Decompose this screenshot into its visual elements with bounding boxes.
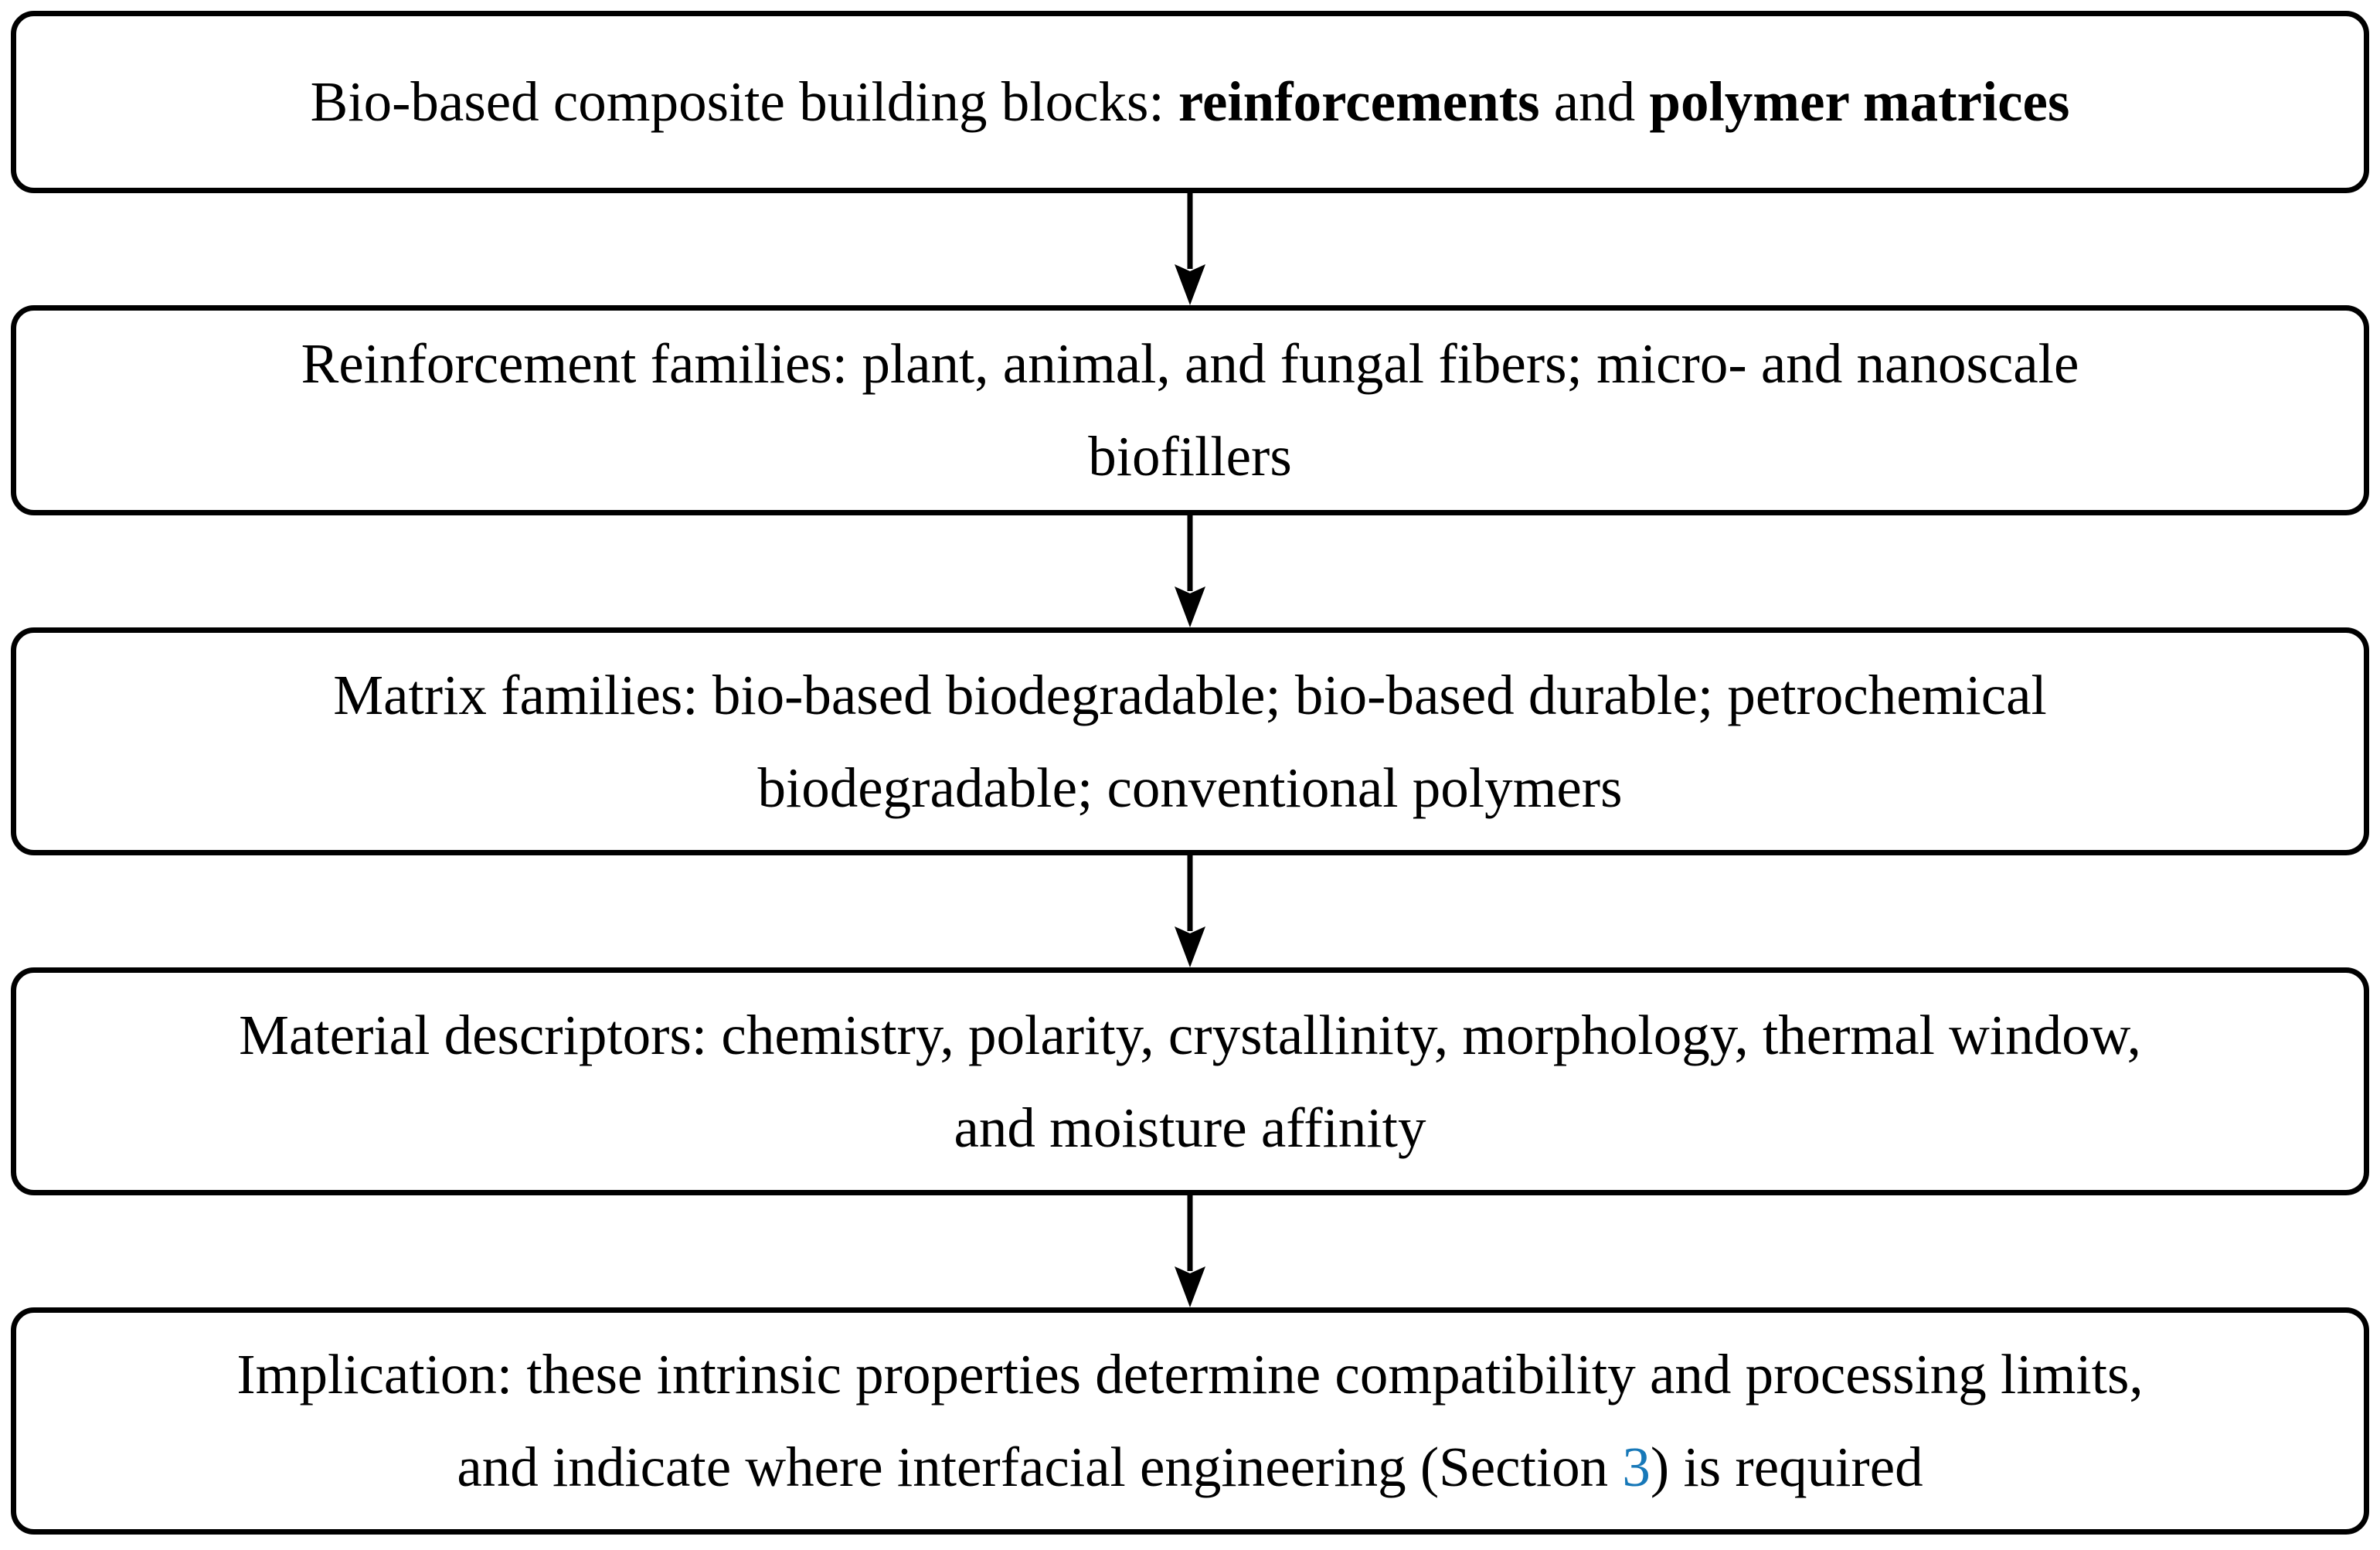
- down-arrow-icon: [1167, 855, 1213, 967]
- text-segment: biofillers: [1088, 425, 1292, 488]
- down-arrow-icon: [1167, 515, 1213, 627]
- box-material-descriptors: [11, 967, 2369, 1195]
- text-segment: reinforcements: [1178, 70, 1540, 134]
- text-segment: Reinforcement families: plant, animal, and fungal fibers; micro- and nanoscale: [301, 332, 2079, 396]
- box-building-blocks: [11, 11, 2369, 193]
- box-implication: [11, 1307, 2369, 1535]
- box-line: [954, 1082, 1426, 1174]
- box-line: [311, 56, 2070, 148]
- box-line: [758, 742, 1623, 834]
- box-line: [333, 649, 2047, 742]
- down-arrow-icon: [1167, 193, 1213, 305]
- arrow-gap: [11, 515, 2369, 627]
- arrow-gap: [11, 855, 2369, 967]
- text-segment: and indicate where interfacial engineering (Section: [457, 1436, 1623, 1498]
- text-segment: Matrix families: bio-based biodegradable; bio-based durable; petrochemical: [333, 663, 2047, 726]
- box-line: [236, 1328, 2143, 1421]
- arrow-gap: [11, 1195, 2369, 1307]
- box-matrix-families: [11, 627, 2369, 855]
- text-segment: Bio-based composite building blocks:: [310, 70, 1178, 134]
- section-link[interactable]: 3: [1622, 1436, 1651, 1498]
- box-line: [457, 1421, 1923, 1514]
- box-line: [239, 989, 2141, 1082]
- text-segment: biodegradable; conventional polymers: [757, 756, 1623, 819]
- down-arrow-icon: [1167, 1195, 1213, 1307]
- text-segment: and moisture affinity: [954, 1096, 1426, 1159]
- box-line: [1088, 410, 1292, 503]
- text-segment: polymer matrices: [1649, 70, 2070, 134]
- text-segment: Material descriptors: chemistry, polarity, crystallinity, morphology, thermal window,: [239, 1003, 2141, 1066]
- box-reinforcement-families: [11, 305, 2369, 515]
- text-segment: ) is required: [1650, 1436, 1923, 1498]
- text-segment: Implication: these intrinsic properties determine compatibility and processing limits,: [236, 1343, 2144, 1406]
- box-line: [301, 318, 2079, 410]
- arrow-gap: [11, 193, 2369, 305]
- text-segment: and: [1539, 70, 1650, 134]
